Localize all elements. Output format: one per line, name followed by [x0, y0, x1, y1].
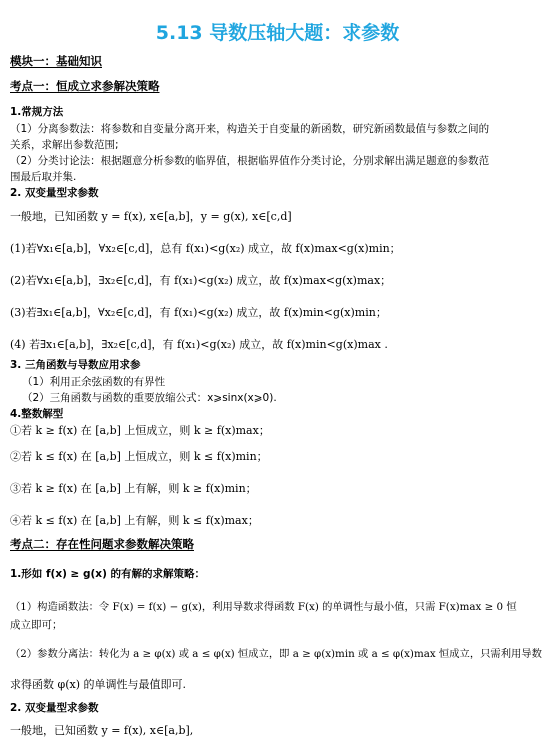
formula-line: 一般地，已知函数 y = f(x), x∈[a,b]，y = g(x), x∈[c,d] — [10, 210, 292, 223]
formula-line: (2)若∀x₁∈[a,b]，∃x₂∈[c,d]，有 f(x₁)<g(x₂) 成立，故 f(x)max<g(x)max； — [10, 274, 392, 287]
subsection-heading-p2-1: 1.形如 f(x) ≥ g(x) 的有解的求解策略： — [10, 568, 206, 580]
formula-line: 求得函数 φ(x) 的单调性与最值即可. — [10, 678, 186, 691]
formula-line: （2）参数分离法：转化为 a ≥ φ(x) 或 a ≤ φ(x) 恒成立，即 a ≥ φ(x)min 或 a ≤ φ(x)max 恒成立，只需利用导数 — [10, 648, 542, 660]
subsection-heading-2: 2. 双变量型求参数 — [10, 187, 99, 199]
formula-line: ③若 k ≥ f(x) 在 [a,b] 上有解，则 k ≥ f(x)min； — [10, 482, 257, 495]
paragraph-line: （1）利用正余弦函数的有界性 — [22, 376, 166, 388]
page-title: 5.13 导数压轴大题：求参数 — [155, 22, 400, 44]
paragraph-line: 成立即可； — [10, 619, 63, 631]
formula-line: （1）构造函数法：令 F(x) = f(x) − g(x)，利用导数求得函数 F(x) 的单调性与最小值，只需 F(x)max ≥ 0 恒 — [10, 601, 517, 613]
section-heading-point2: 考点二：存在性问题求参数解决策略 — [10, 537, 194, 551]
paragraph-line: （1）分离参数法：将参数和自变量分离开来，构造关于自变量的新函数，研究新函数最值与参数之间的 — [10, 123, 490, 135]
formula-line: (4) 若∃x₁∈[a,b]，∃x₂∈[c,d]，有 f(x₁)<g(x₂) 成立，故 f(x)min<g(x)max . — [10, 338, 388, 351]
paragraph-line: 围最后取并集. — [10, 171, 77, 183]
formula-line: ①若 k ≥ f(x) 在 [a,b] 上恒成立，则 k ≥ f(x)max； — [10, 424, 270, 437]
formula-line: ②若 k ≤ f(x) 在 [a,b] 上恒成立，则 k ≤ f(x)min； — [10, 450, 268, 463]
subsection-heading-4: 4.整数解型 — [10, 408, 64, 420]
formula-line: ④若 k ≤ f(x) 在 [a,b] 上有解，则 k ≤ f(x)max； — [10, 514, 259, 527]
subsection-heading-3: 3. 三角函数与导数应用求参 — [10, 359, 141, 371]
subsection-heading-p2-2: 2. 双变量型求参数 — [10, 702, 99, 714]
module-heading: 模块一：基础知识 — [10, 54, 102, 68]
paragraph-line: （2）分类讨论法：根据题意分析参数的临界值，根据临界值作分类讨论，分别求解出满足题意的参数范 — [10, 155, 490, 167]
subsection-heading-1: 1.常规方法 — [10, 106, 64, 118]
section-heading-point1: 考点一：恒成立求参解决策略 — [10, 79, 160, 93]
formula-line: (3)若∃x₁∈[a,b]，∀x₂∈[c,d]，有 f(x₁)<g(x₂) 成立，故 f(x)min<g(x)min； — [10, 306, 387, 319]
formula-line: (1)若∀x₁∈[a,b]，∀x₂∈[c,d]，总有 f(x₁)<g(x₂) 成立，故 f(x)max<g(x)min； — [10, 242, 401, 255]
paragraph-line: （2）三角函数与函数的重要放缩公式：x⩾sinx(x⩾0). — [22, 392, 277, 404]
paragraph-line: 关系，求解出参数范围; — [10, 139, 119, 151]
formula-line: 一般地，已知函数 y = f(x), x∈[a,b], — [10, 724, 194, 737]
